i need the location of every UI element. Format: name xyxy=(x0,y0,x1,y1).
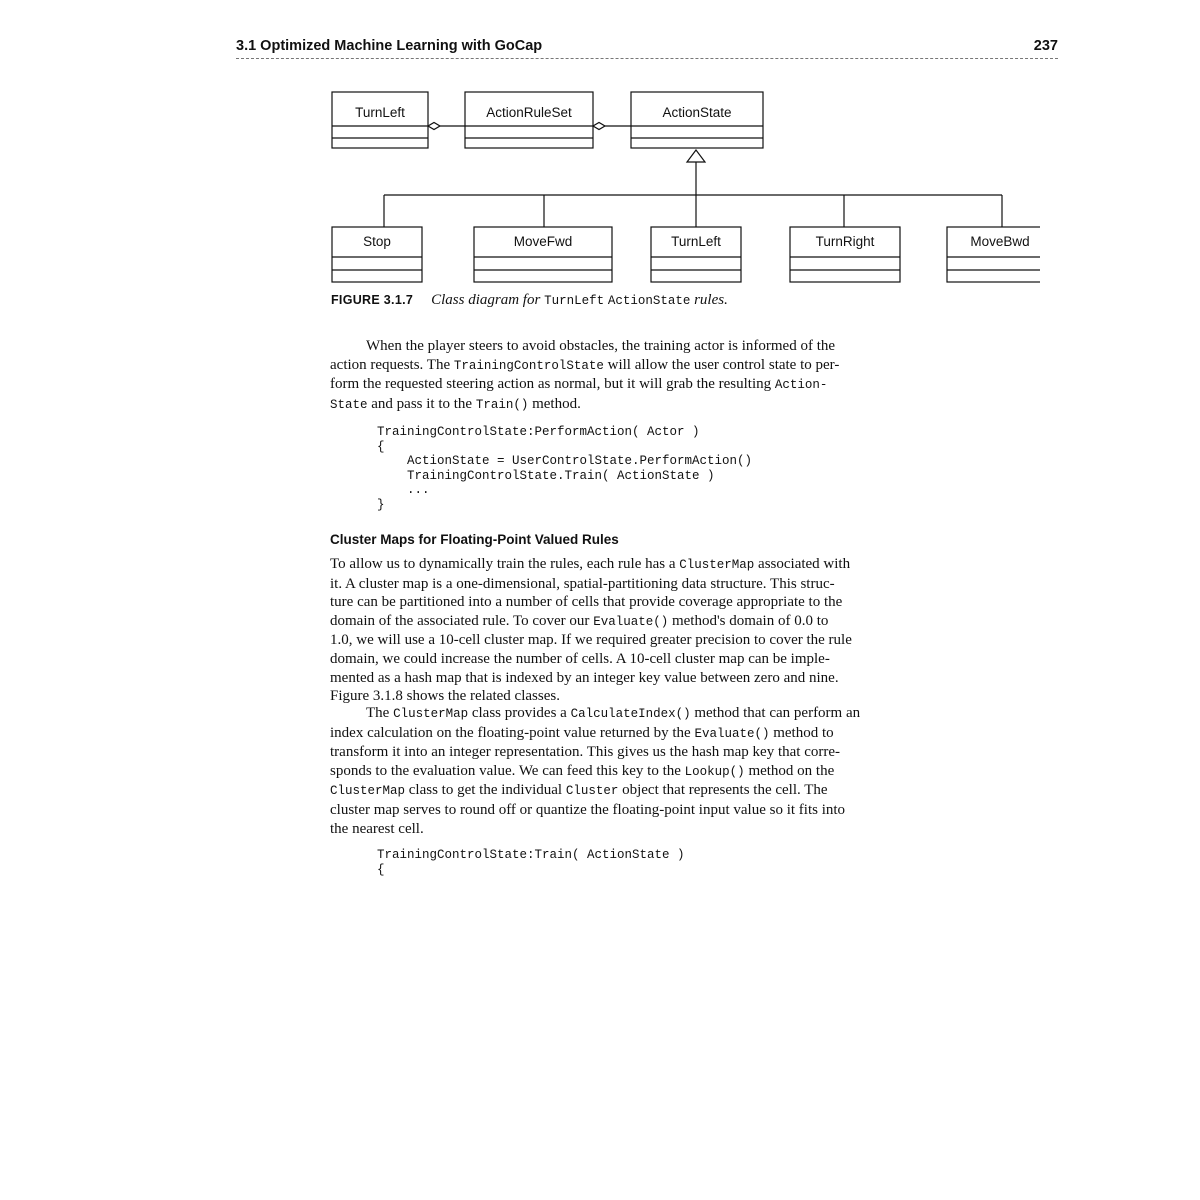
paragraph-3 xyxy=(330,704,1054,838)
uml-class-actionstate xyxy=(631,92,763,148)
code-line: TrainingControlState:PerformAction( Actor ) xyxy=(377,425,700,439)
para1-line: action requests. The TrainingControlState will allow the user control state to per- xyxy=(330,356,840,373)
uml-class-turnleft-top xyxy=(332,92,428,148)
label-actionruleset: ActionRuleSet xyxy=(486,105,572,120)
inheritance-tree xyxy=(384,150,1002,227)
code-line: } xyxy=(377,497,385,512)
figure-caption xyxy=(331,292,1051,309)
figure-label: FIGURE 3.1.7 xyxy=(331,293,414,307)
para2-line: To allow us to dynamically train the rules, each rule has a ClusterMap associated with xyxy=(330,556,851,572)
para2-line: it. A cluster map is a one-dimensional, spatial-partitioning data structure. This struc- xyxy=(330,575,835,592)
caption-text-after: rules. xyxy=(690,292,728,308)
code-line: { xyxy=(377,439,385,454)
paragraph-2 xyxy=(330,555,1054,706)
para2-line: Figure 3.1.8 shows the related classes. xyxy=(330,688,560,705)
uml-class-actionruleset xyxy=(465,92,593,148)
para3-line: transform it into an integer representation. This gives us the hash map key that corre- xyxy=(330,744,840,761)
label-turnleft-sub: TurnLeft xyxy=(671,234,721,249)
code-line: ... xyxy=(377,483,430,498)
header-rule xyxy=(236,58,1058,59)
code-line: { xyxy=(377,862,385,877)
paragraph-1 xyxy=(330,337,1054,414)
para1-line: When the player steers to avoid obstacles, the training actor is informed of the xyxy=(366,338,836,354)
code-line: TrainingControlState:Train( ActionState ) xyxy=(377,848,685,862)
para3-line: cluster map serves to round off or quantize the floating-point input value so it fits into xyxy=(330,801,846,818)
code-block-1 xyxy=(377,425,752,513)
label-movebwd: MoveBwd xyxy=(970,234,1030,249)
para2-line: mented as a hash map that is indexed by an integer key value between zero and nine. xyxy=(330,669,839,686)
label-movefwd: MoveFwd xyxy=(513,234,573,249)
para3-line: the nearest cell. xyxy=(330,820,424,837)
aggregation-connector-1 xyxy=(428,123,465,130)
para3-line: index calculation on the floating-point value returned by the Evaluate() method to xyxy=(330,724,834,741)
label-turnleft-top: TurnLeft xyxy=(355,105,405,120)
para3-line: The ClusterMap class provides a CalculateIndex() method that can perform an xyxy=(366,705,861,721)
header-title: 3.1 Optimized Machine Learning with GoCap xyxy=(236,38,543,54)
running-header xyxy=(236,38,1058,60)
label-actionstate: ActionState xyxy=(662,105,732,120)
caption-code-2: ActionState xyxy=(607,294,691,308)
label-turnright: TurnRight xyxy=(815,234,875,249)
para3-line: ClusterMap class to get the individual Cluster object that represents the cell. The xyxy=(330,782,828,799)
para2-line: domain, we could increase the number of cells. A 10-cell cluster map can be imple- xyxy=(330,650,830,667)
para2-line: ture can be partitioned into a number of cells that provide coverage appropriate to the xyxy=(330,594,843,611)
class-diagram xyxy=(320,80,1040,290)
para2-line: domain of the associated rule. To cover our Evaluate() method's domain of 0.0 to xyxy=(330,612,829,629)
page-number: 237 xyxy=(1033,38,1058,54)
para1-line: form the requested steering action as normal, but it will grab the resulting Action- xyxy=(330,376,828,393)
section-heading: Cluster Maps for Floating-Point Valued Rules xyxy=(330,532,619,547)
code-line: ActionState = UserControlState.PerformAction() xyxy=(377,454,753,469)
code-line: TrainingControlState.Train( ActionState ) xyxy=(377,468,715,483)
para2-line: 1.0, we will use a 10-cell cluster map. If we required greater precision to cover the rule xyxy=(330,632,852,649)
caption-code-1: TurnLeft xyxy=(544,294,605,308)
caption-text-before: Class diagram for xyxy=(431,292,545,308)
para1-line: State and pass it to the Train() method. xyxy=(330,395,581,412)
label-stop: Stop xyxy=(363,234,391,249)
aggregation-connector-2 xyxy=(593,123,631,130)
para3-line: sponds to the evaluation value. We can feed this key to the Lookup() method on the xyxy=(330,762,835,779)
code-block-2 xyxy=(377,848,685,877)
